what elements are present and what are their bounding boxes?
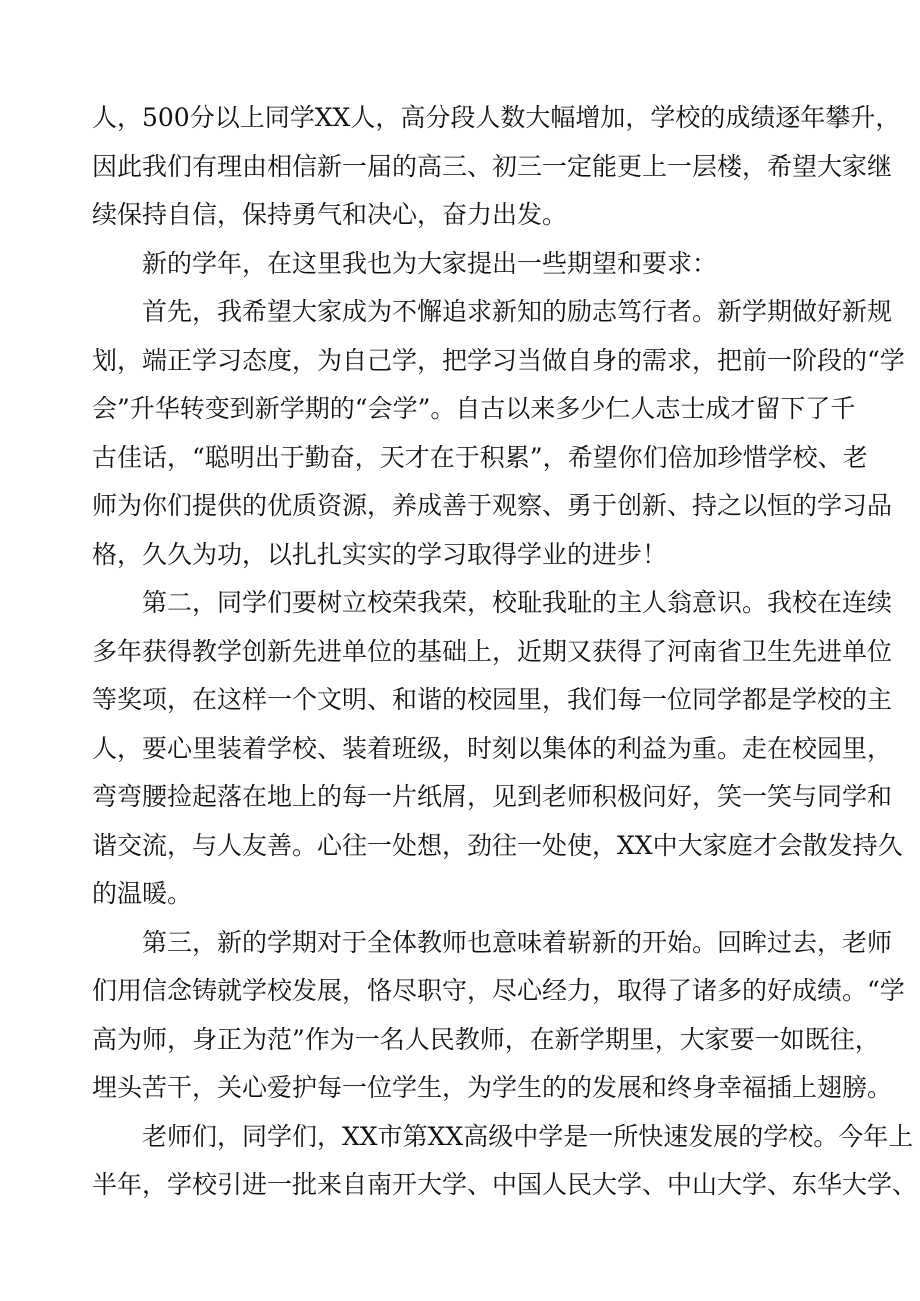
text-line: 埋头苦干，关心爱护每一位学生，为学生的的发展和终身幸福插上翅膀。 <box>92 1073 893 1102</box>
text-line: 古佳话，“聪明出于勤奋，天才在于积累”，希望你们倍加珍惜学校、老 <box>92 443 868 472</box>
text-line: 的温暖。 <box>92 879 193 908</box>
paragraph-first-line: 新的学年，在这里我也为大家提出一些期望和要求： <box>142 249 718 278</box>
paragraph-first-line: 第二，同学们要树立校荣我荣，校耻我耻的主人翁意识。我校在连续 <box>142 588 893 617</box>
text-line: 谐交流，与人友善。心往一处想，劲往一处使，XX中大家庭才会散发持久 <box>92 831 903 860</box>
text-line: 续保持自信，保持勇气和决心，奋力出发。 <box>92 200 568 229</box>
text-line: 等奖项，在这样一个文明、和谐的校园里，我们每一位同学都是学校的主 <box>92 685 893 714</box>
text-line: 会”升华转变到新学期的“会学”。自古以来多少仁人志士成才留下了千 <box>92 394 856 423</box>
text-line: 格，久久为功，以扎扎实实的学习取得学业的进步！ <box>92 540 668 569</box>
text-line: 人，500分以上同学XX人，高分段人数大幅增加，学校的成绩逐年攀升， <box>92 103 901 132</box>
text-line: 半年，学校引进一批来自南开大学、中国人民大学、中山大学、东华大学、 <box>92 1170 918 1199</box>
text-line: 高为师，身正为范”作为一名人民教师，在新学期里，大家要一如既往， <box>92 1025 880 1054</box>
text-line: 因此我们有理由相信新一届的高三、初三一定能更上一层楼，希望大家继 <box>92 152 893 181</box>
text-line: 多年获得教学创新先进单位的基础上，近期又获得了河南省卫生先进单位 <box>92 637 893 666</box>
text-line: 弯弯腰捡起落在地上的每一片纸屑，见到老师积极问好，笑一笑与同学和 <box>92 782 893 811</box>
paragraph-first-line: 第三，新的学期对于全体教师也意味着崭新的开始。回眸过去，老师 <box>142 928 893 957</box>
paragraph-first-line: 老师们，同学们，XX市第XX高级中学是一所快速发展的学校。今年上 <box>142 1122 914 1151</box>
text-line: 划，端正学习态度，为自己学，把学习当做自身的需求，把前一阶段的“学 <box>92 346 905 375</box>
text-line: 们用信念铸就学校发展，恪尽职守，尽心经力，取得了诸多的好成绩。“学 <box>92 976 905 1005</box>
text-line: 师为你们提供的优质资源，养成善于观察、勇于创新、持之以恒的学习品 <box>92 491 893 520</box>
paragraph-first-line: 首先，我希望大家成为不懈追求新知的励志笃行者。新学期做好新规 <box>142 297 893 326</box>
text-line: 人，要心里装着学校、装着班级，时刻以集体的利益为重。走在校园里， <box>92 734 893 763</box>
